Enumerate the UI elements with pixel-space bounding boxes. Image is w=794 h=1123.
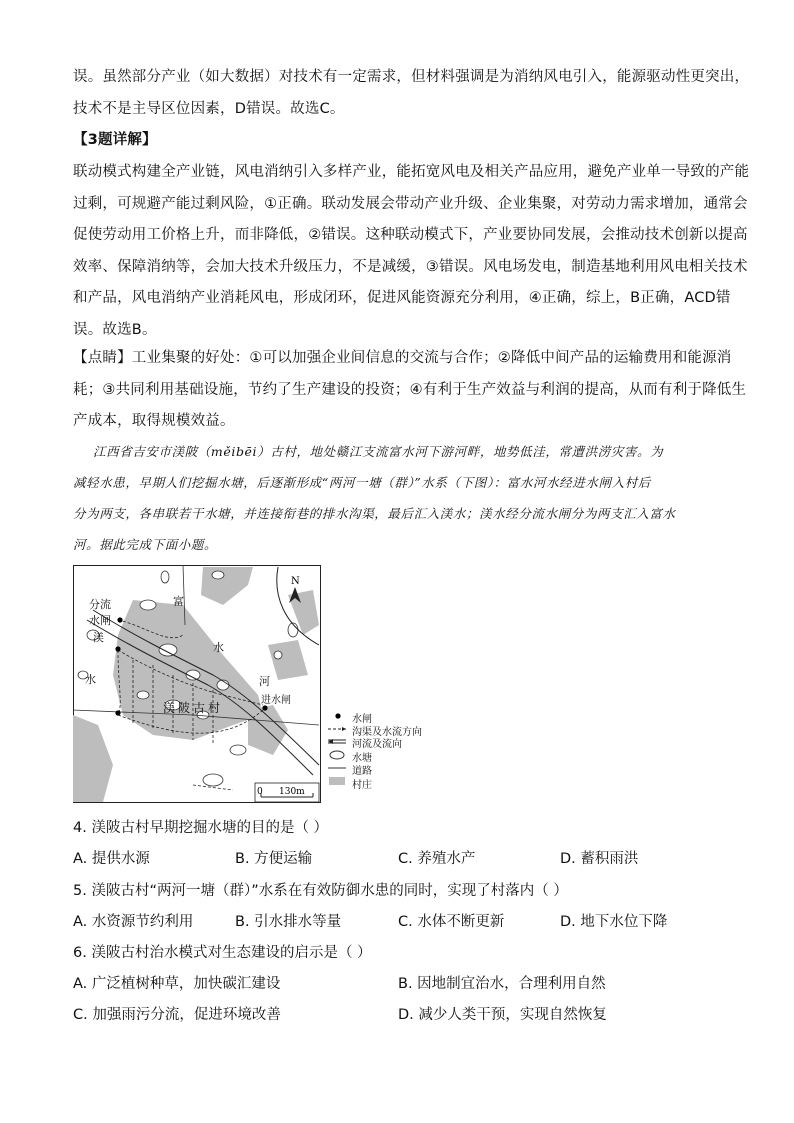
scale-bar [255, 783, 319, 802]
label-shui-left: 水 [85, 673, 96, 686]
q4-option-c[interactable]: C. 养殖水产 [398, 851, 476, 867]
legend-ditch: 沟渠及水流方向 [352, 727, 422, 738]
q5-option-a[interactable]: A. 水资源节约利用 [73, 914, 194, 930]
analysis-line-1: 误。虽然部分产业（如大数据）对技术有一定需求，但材料强调是为消纳风电引入，能源驱动性更突出， [73, 69, 750, 85]
q3-line: 和产品，风电消纳产业消耗风电，形成闭环，促进风能资源充分利用，④正确，综上，B正确，ACD错 [73, 290, 731, 306]
q5-option-b[interactable]: B. 引水排水等量 [235, 914, 342, 930]
q5-stem: 5. 渼陂古村“两河一塘（群）”水系在有效防御水患的同时，实现了村落内（ ） [73, 883, 568, 899]
village-water-system-map [73, 565, 321, 803]
passage-line: 河。据此完成下面小题。 [73, 537, 218, 552]
scale-zero: 0 [257, 787, 263, 797]
tip-line: 【点睛】工业集聚的好处：①可以加强企业间信息的交流与合作；②降低中间产品的运输费用和能源消 [73, 350, 732, 366]
q3-line: 误。故选B。 [73, 321, 157, 338]
q3-explanation [73, 157, 750, 346]
q6-stem: 6. 渼陂古村治水模式对生态建设的启示是（ ） [73, 945, 372, 961]
q6-option-b[interactable]: B. 因地制宜治水，合理利用自然 [398, 976, 606, 992]
label-fu: 富 [173, 595, 184, 608]
q4-stem: 4. 渼陂古村早期挖掘水塘的目的是（ ） [73, 820, 329, 836]
legend-pond: 水塘 [352, 753, 372, 764]
q3-line: 促使劳动用工价格上升，而非降低，②错误。这种联动模式下，产业要协同发展，会推动技术创新以提高 [73, 227, 748, 243]
analysis-continuation [73, 62, 750, 125]
label-he: 河 [259, 675, 270, 688]
q3-line: 效率、保障消纳等，会加大技术升级压力，不是减缓，③错误。风电场发电，制造基地利用风电相关技术 [73, 258, 748, 275]
tip-line: 耗；③共同利用基础设施，节约了生产建设的投资；④有利于生产效益与利润的提高，从而有利于降低生 [73, 381, 747, 398]
q6-option-a[interactable]: A. 广泛植树种草，加快碳汇建设 [73, 976, 281, 992]
legend-river: 河流及流向 [352, 739, 402, 750]
passage-line: 江西省吉安市渼陂（měibēi）古村，地处赣江支流富水河下游河畔，地势低洼，常遭洪涝灾害。为 [93, 444, 664, 459]
q4-option-a[interactable]: A. 提供水源 [73, 851, 150, 867]
label-fenliu: 分流 [89, 598, 111, 611]
label-jinshuizha: 进水闸 [261, 695, 291, 706]
label-village: 渼陂古村 [163, 701, 224, 715]
q4-option-b[interactable]: B. 方便运输 [235, 851, 313, 867]
legend-village-icon [329, 777, 345, 785]
label-shuizha: 水闸 [89, 614, 111, 627]
q5-option-c[interactable]: C. 水体不断更新 [398, 914, 505, 930]
gate-lower [115, 710, 120, 715]
legend-pond-icon [330, 751, 344, 759]
tip-line: 产成本，取得规模效益。 [73, 413, 235, 429]
gate-jinshui [262, 705, 267, 710]
q4-option-d[interactable]: D. 蓄积雨洪 [560, 851, 639, 867]
q5-option-d[interactable]: D. 地下水位下降 [560, 914, 668, 930]
legend-gate-icon [335, 713, 340, 718]
q3-line: 联动模式构建全产业链，风电消纳引入多样产业，能拓宽风电及相关产品应用，避免产业单一导致的产能 [73, 164, 750, 180]
passage-line: 分为两支，各串联若干水塘，并连接衔巷的排水沟渠，最后汇入渼水；渼水经分流水闸分为两支汇入富水 [73, 506, 676, 521]
north-label: N [291, 576, 300, 587]
q6-option-d[interactable]: D. 减少人类干预，实现自然恢复 [398, 1007, 607, 1023]
gate-fenliu [117, 617, 122, 622]
legend-road: 道路 [352, 766, 372, 777]
q6-option-c[interactable]: C. 加强雨污分流，促进环境改善 [73, 1007, 281, 1023]
label-mei: 渼 [93, 631, 104, 644]
legend-village: 村庄 [352, 780, 372, 791]
legend-symbols [326, 711, 350, 795]
gate-upper [115, 646, 120, 651]
passage-line: 减轻水患，早期人们挖掘水塘，后逐渐形成“两河一塘（群）”水系（下图）：富水河水经进水闸入村后 [73, 475, 651, 490]
q3-line: 过剩，可规避产能过剩风险，①正确。联动发展会带动产业升级、企业集聚，对劳动力需求增加，通常会 [73, 195, 748, 212]
legend-gate: 水闸 [352, 714, 372, 725]
scale-length: 130m [279, 787, 305, 797]
reading-passage [73, 436, 723, 560]
tip-paragraph [73, 343, 747, 438]
label-shui-river: 水 [213, 641, 224, 654]
analysis-line-2: 技术不是主导区位因素，D错误。故选C。 [73, 100, 345, 117]
q3-header: 【3题详解】 [73, 132, 157, 148]
